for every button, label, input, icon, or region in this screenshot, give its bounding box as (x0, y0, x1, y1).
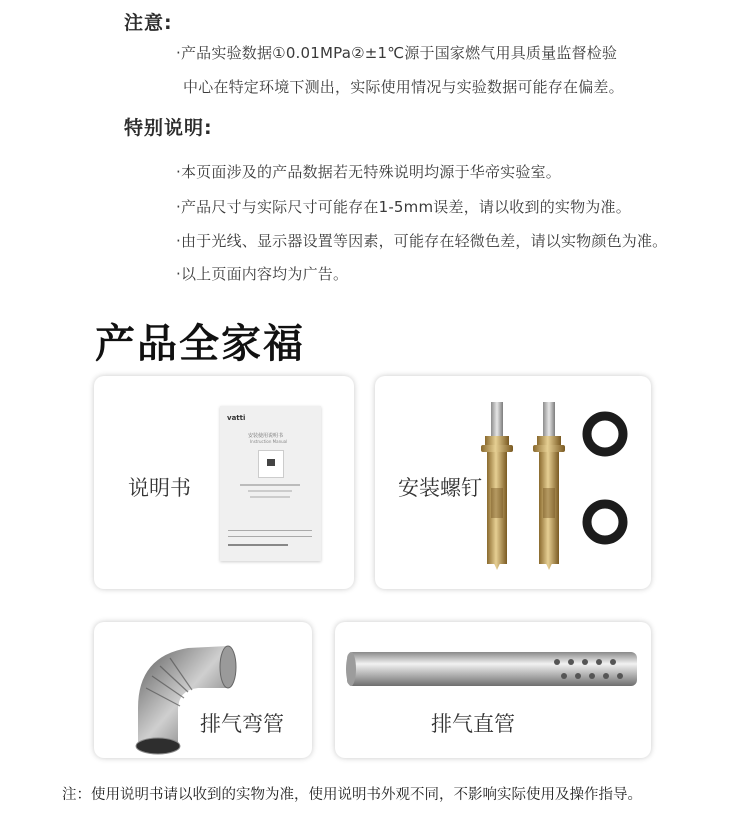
special-line-1: ·本页面涉及的产品数据若无特殊说明均源于华帝实验室。 (176, 163, 561, 181)
notice-line-2: 中心在特定环境下测出，实际使用情况与实验数据可能存在偏差。 (183, 78, 624, 96)
manual-booklet-icon (220, 406, 321, 561)
manual-title: 安装使用说明书 (248, 433, 284, 439)
card-elbow (94, 622, 312, 758)
special-heading: 特别说明: (124, 117, 213, 139)
card-manual (94, 376, 354, 589)
card-straight (335, 622, 651, 758)
notice-heading: 注意: (124, 12, 173, 34)
straight-pipe-icon (345, 646, 641, 696)
manual-brand: vatti (227, 414, 246, 422)
card-straight-label: 排气直管 (431, 712, 515, 736)
card-bolts (375, 376, 651, 589)
special-line-3: ·由于光线、显示器设置等因素，可能存在轻微色差，请以实物颜色为准。 (176, 232, 668, 250)
bolt-right (533, 402, 565, 570)
expansion-bolts-icon (481, 398, 641, 573)
card-manual-label: 说明书 (128, 476, 191, 500)
washer-bottom (587, 504, 623, 540)
bolt-left (481, 402, 513, 570)
washer-top (587, 416, 623, 452)
manual-subtitle: Instruction Manual (250, 439, 288, 444)
special-line-4: ·以上页面内容均为广告。 (176, 265, 349, 283)
card-elbow-label: 排气弯管 (200, 712, 284, 736)
card-bolts-label: 安装螺钉 (398, 476, 482, 500)
footnote: 注：使用说明书请以收到的实物为准，使用说明书外观不同，不影响实际使用及操作指导。 (62, 787, 642, 803)
heater-image-icon (258, 450, 284, 478)
notice-line-1: ·产品实验数据①0.01MPa②±1℃源于国家燃气用具质量监督检验 (176, 44, 618, 62)
family-title: 产品全家福 (95, 321, 305, 367)
special-line-2: ·产品尺寸与实际尺寸可能存在1-5mm误差，请以收到的实物为准。 (176, 198, 631, 216)
